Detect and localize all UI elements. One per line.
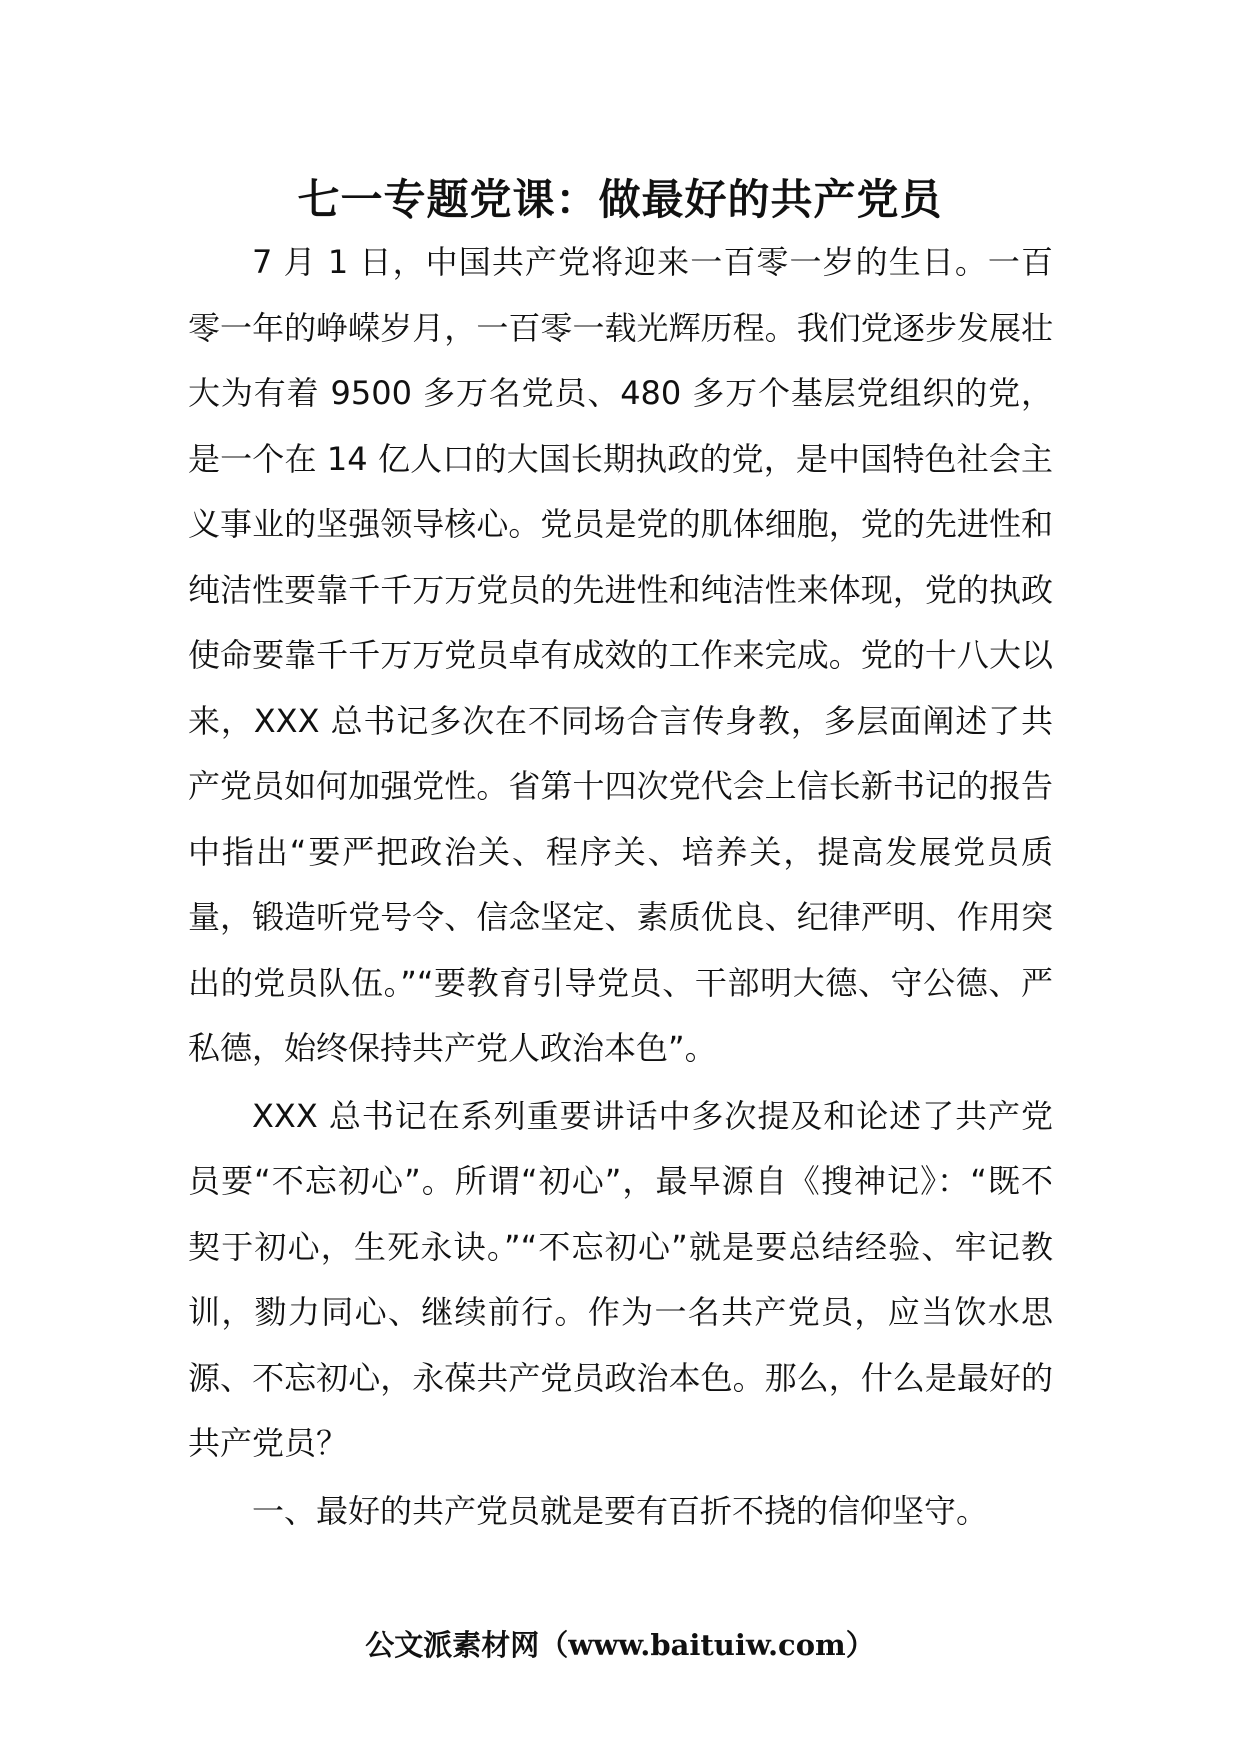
document-title: 七一专题党课：做最好的共产党员 <box>297 175 943 224</box>
document-body <box>188 230 1053 1544</box>
section-heading-1: 一、最好的共产党员就是要有百折不挠的信仰坚守。 <box>252 1491 989 1530</box>
paragraph-1: 7 月 1 日，中国共产党将迎来一百零一岁的生日。一百零一年的峥嵘岁月，一百零一载光辉历程。我们党逐步发展壮大为有着 9500 多万名党员、480 多万个基层党组织的党，是一个在 14 亿人口的大国长期执政的党，是中国特色社会主义事业的坚强领导核心。党员是党的肌体细胞，党的先进性和纯洁性要靠千千万万党员的先进性和纯洁性来体现，党的执政使命要靠千千万万党员卓有成效的工作来完成。党的十八大以来，XXX 总书记多次在不同场合言传身教，多层面阐述了共产党员如何加强党性。省第十四次党代会上信长新书记的报告中指出“要严把政治关、程序关、培养关，提高发展党员质量，锻造听党号令、信念坚定、素质优良、纪律严明、作用突出的党员队伍。”“要教育引导党员、干部明大德、守公德、严私德，始终保持共产党人政治本色”。 <box>188 243 1053 1067</box>
footer-watermark: 公文派素材网（www.baituiw.com） <box>365 1628 875 1662</box>
paragraph-2: XXX 总书记在系列重要讲话中多次提及和论述了共产党员要“不忘初心”。所谓“初心”，最早源自《搜神记》：“既不契于初心，生死永诀。”“不忘初心”就是要总结经验、牢记教训，勠力同心、继续前行。作为一名共产党员，应当饮水思源、不忘初心，永葆共产党员政治本色。那么，什么是最好的共产党员？ <box>188 1096 1053 1462</box>
